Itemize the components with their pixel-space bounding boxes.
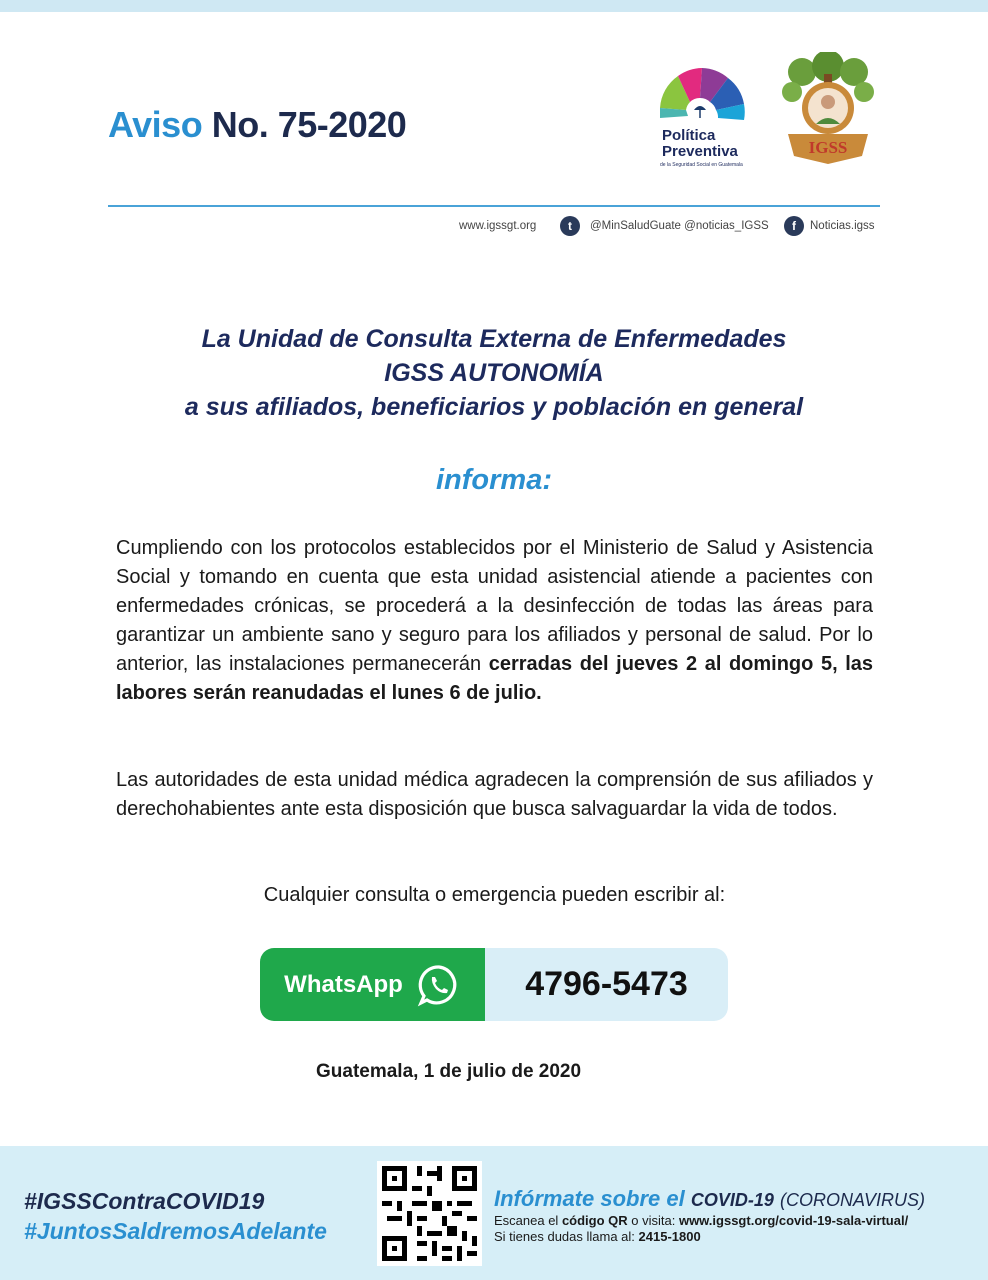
hashtag-1[interactable]: #IGSSContraCOVID19 <box>24 1188 265 1214</box>
p1-bold: cerradas del jueves 2 al domingo 5, las labores serán reanudadas el lunes 6 de julio. <box>116 653 873 704</box>
footer-url-link[interactable]: www.igssgt.org/covid-19-sala-virtual/ <box>678 1213 909 1228</box>
twitter-handles[interactable] <box>560 216 769 236</box>
twitter-text: @MinSaludGuate @noticias_IGSS <box>590 220 769 232</box>
logo1-line1: Política <box>662 127 716 144</box>
title-line3: a sus afiliados, beneficiarios y población en general <box>184 393 804 421</box>
igss-logo <box>778 52 878 176</box>
facebook-icon: f <box>784 216 804 236</box>
footer-phone-number[interactable]: 2415-1800 <box>638 1229 701 1244</box>
footer-line1-a: Escanea el <box>494 1213 562 1228</box>
footer-phone-line <box>494 1229 701 1244</box>
hashtag-2[interactable]: #JuntosSaldremosAdelante <box>24 1218 327 1244</box>
whatsapp-number: 4796-5473 <box>485 948 728 1021</box>
body-paragraph-2: Las autoridades de esta unidad médica agradecen la comprensión de sus afiliados y derechohabientes ante esta disposición que busca salvaguardar la vida de todos. <box>116 769 873 820</box>
informa-heading: informa: <box>436 464 552 496</box>
footer-line2-a: Si tienes dudas llama al: <box>494 1229 639 1244</box>
top-strip <box>0 0 988 12</box>
website-link[interactable]: www.igssgt.org <box>459 220 537 232</box>
aviso-number: No. 75-2020 <box>211 104 407 145</box>
aviso-word: Aviso <box>108 104 203 145</box>
facebook-text: Noticias.igss <box>810 220 875 232</box>
whatsapp-label: WhatsApp <box>284 970 403 998</box>
informate-heading <box>494 1186 925 1212</box>
notice-title <box>100 322 888 424</box>
informate-text: Infórmate sobre el <box>494 1186 691 1211</box>
header-rule <box>108 205 880 207</box>
title-line2: IGSS AUTONOMÍA <box>384 359 604 387</box>
logo1-line2: Preventiva <box>662 143 738 160</box>
p1-plain: Cumpliendo con los protocolos establecidos por el Ministerio de Salud y Asistencia Social y tomando en cuenta que esta unidad asistencial atiende a pacientes con enfermedades crónicas, se procederá a la desinfección de todas las áreas para garantizar un ambiente sano y seguro para los afiliados y personal de salud. Por lo anterior, las instalaciones permanecerán <box>116 537 873 675</box>
twitter-icon: t <box>560 216 580 236</box>
coronavirus-text: (CORONAVIRUS) <box>780 1190 926 1210</box>
notice-date: Guatemala, 1 de julio de 2020 <box>316 1061 582 1082</box>
qr-code[interactable] <box>377 1161 482 1266</box>
whatsapp-icon <box>417 963 461 1007</box>
facebook-handle[interactable] <box>784 216 875 236</box>
logo1-line3: de la Seguridad Social en Guatemala <box>660 162 743 168</box>
footer-line1-c: o visita: <box>627 1213 679 1228</box>
consulta-text: Cualquier consulta o emergencia pueden escribir al: <box>263 884 726 906</box>
whatsapp-contact[interactable] <box>260 948 728 1021</box>
notice-number <box>108 104 406 146</box>
title-line1: La Unidad de Consulta Externa de Enfermedades <box>201 325 787 353</box>
logo2-text: IGSS <box>808 138 848 157</box>
footer-qr-line <box>494 1213 908 1228</box>
footer-line1-b: código QR <box>561 1213 628 1228</box>
covid-text: COVID-19 <box>690 1190 774 1210</box>
body-paragraph-1 <box>116 534 873 708</box>
whatsapp-label-box <box>260 948 485 1021</box>
politica-preventiva-logo <box>640 58 760 178</box>
